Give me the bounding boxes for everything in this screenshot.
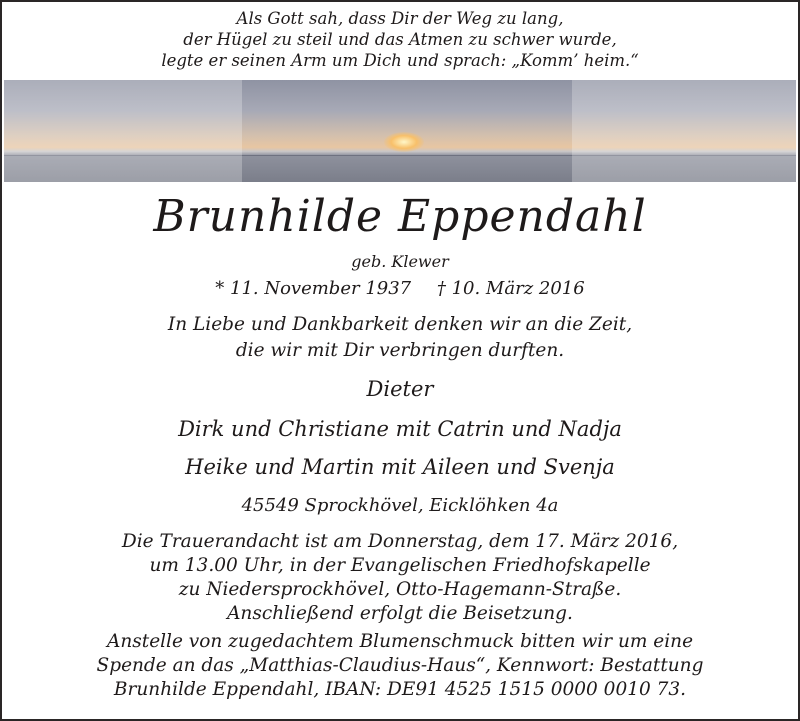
memory-text xyxy=(2,312,798,364)
quote-line: der Hügel zu steil und das Atmen zu schwer wurde, xyxy=(183,30,617,49)
donation-line: Anstelle von zugedachtem Blumenschmuck bitten wir um eine xyxy=(106,631,694,652)
service-line: zu Niedersprockhövel, Otto-Hagemann-Straße. xyxy=(178,579,622,600)
mourner-spouse: Dieter xyxy=(366,377,434,401)
memory-line: In Liebe und Dankbarkeit denken wir an die Zeit, xyxy=(167,314,633,335)
sunset-banner-image xyxy=(4,80,796,182)
quote-line: legte er seinen Arm um Dich und sprach: „Komm’ heim.“ xyxy=(161,51,639,70)
mourner-family-1: Dirk und Christiane mit Catrin und Nadja xyxy=(178,417,622,441)
birth-date: * 11. November 1937 xyxy=(215,278,412,299)
life-dates xyxy=(2,277,798,301)
sun-glow xyxy=(384,132,424,152)
banner-left-panel xyxy=(4,80,242,182)
quote-line: Als Gott sah, dass Dir der Weg zu lang, xyxy=(236,9,564,28)
donation-line: Spende an das „Matthias-Claudius-Haus“, Kennwort: Bestattung xyxy=(96,655,704,676)
memory-line: die wir mit Dir verbringen durften. xyxy=(235,340,565,361)
maiden-name: geb. Klewer xyxy=(351,252,449,271)
service-line: Die Trauerandacht ist am Donnerstag, dem 17. März 2016, xyxy=(121,531,679,552)
service-line: Anschließend erfolgt die Beisetzung. xyxy=(227,603,573,624)
memorial-quote xyxy=(2,8,798,71)
family-address: 45549 Sprockhövel, Eicklöhken 4a xyxy=(241,495,559,516)
funeral-service-info xyxy=(2,530,798,626)
mourner-family-2: Heike und Martin mit Aileen und Svenja xyxy=(185,455,615,479)
deceased-name: Brunhilde Eppendahl xyxy=(153,191,647,242)
service-line: um 13.00 Uhr, in der Evangelischen Friedhofskapelle xyxy=(149,555,651,576)
donation-request xyxy=(2,630,798,702)
banner-right-panel xyxy=(572,80,796,182)
donation-line: Brunhilde Eppendahl, IBAN: DE91 4525 1515 0000 0010 73. xyxy=(113,679,687,700)
death-date: † 10. März 2016 xyxy=(436,278,585,299)
